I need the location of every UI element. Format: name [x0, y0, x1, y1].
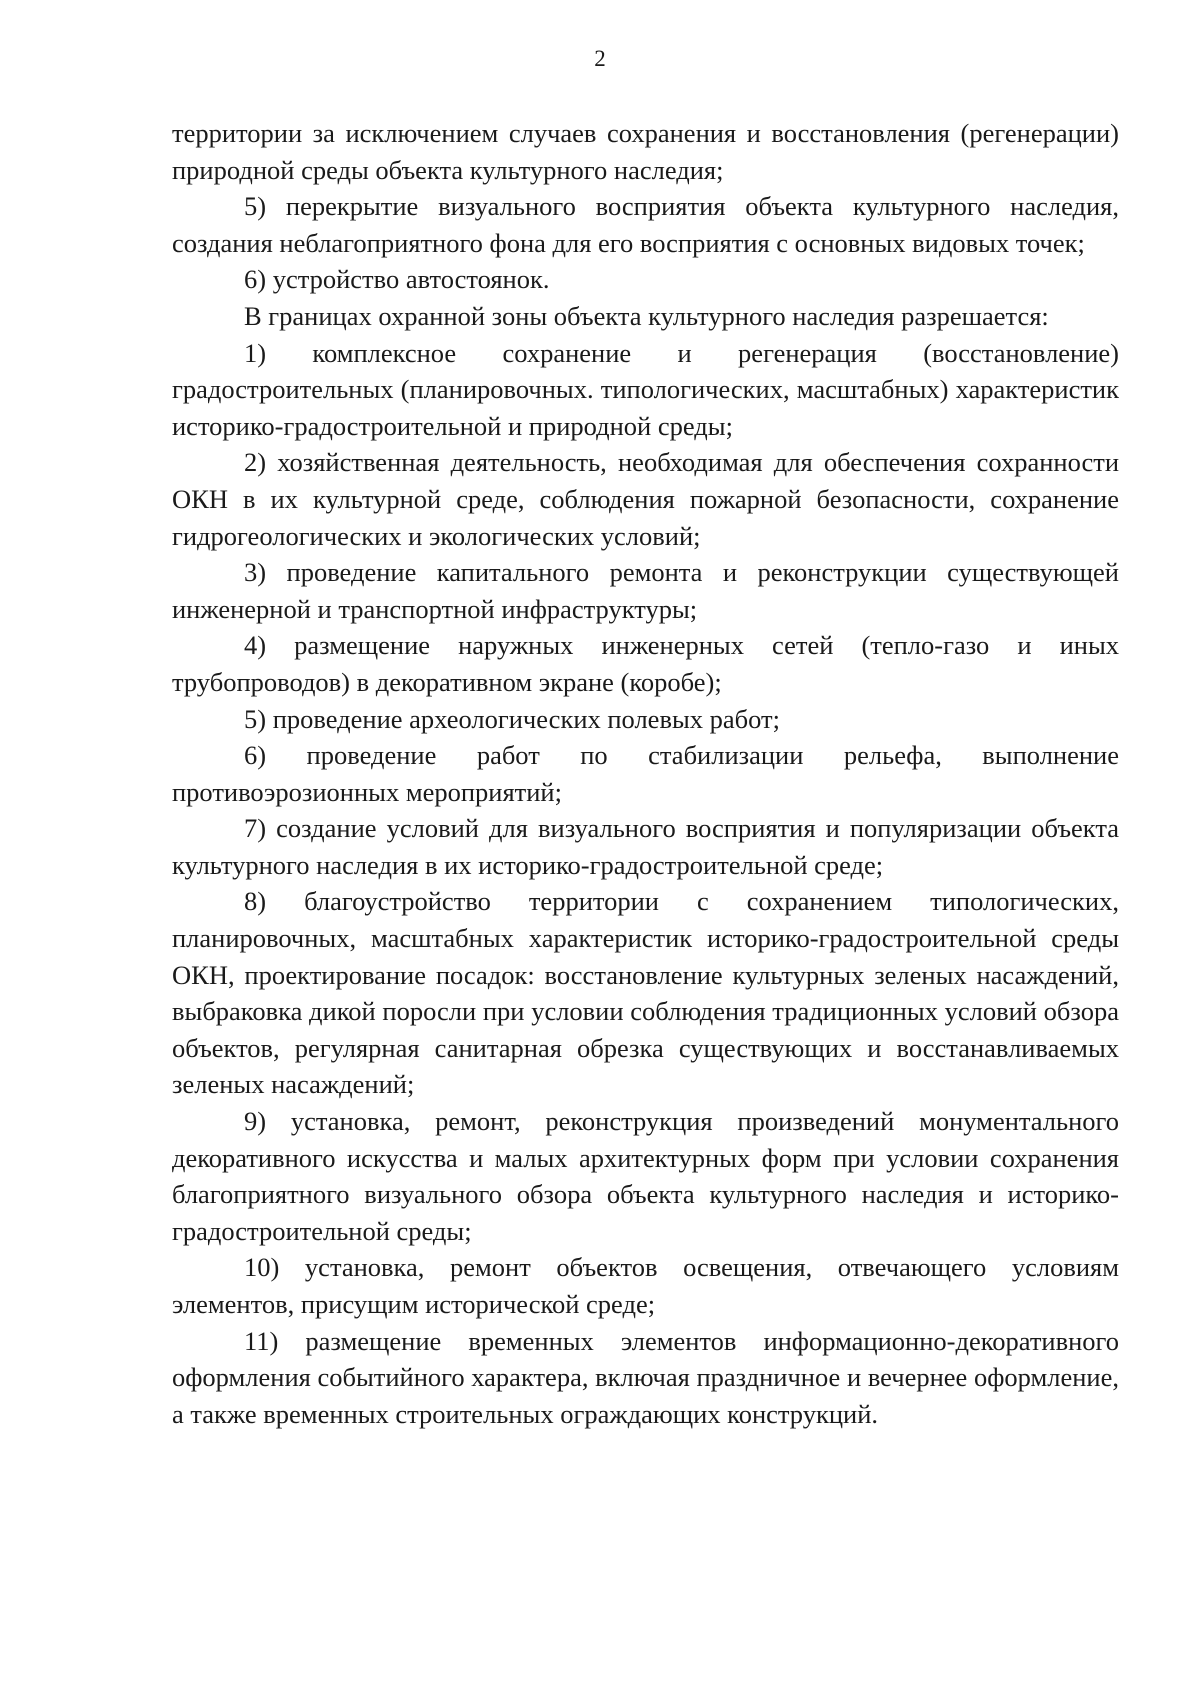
allowed-item-10: 10) установка, ремонт объектов освещения, отвечающего условиям элементов, присущим исторической среде; — [172, 1252, 1119, 1319]
allowed-item-7: 7) создание условий для визуального восприятия и популяризации объекта культурного наследия в их историко-градостроительной среде; — [172, 813, 1119, 880]
prohibition-item-5: 5) перекрытие визуального восприятия объекта культурного наследия, создания неблагоприятного фона для его восприятия с основных видовых точек; — [172, 191, 1119, 258]
paragraph-continuation: территории за исключением случаев сохранения и восстановления (регенерации) природной среды объекта культурного наследия; — [172, 118, 1119, 185]
allowed-item-11: 11) размещение временных элементов информационно-декоративного оформления событийного характера, включая праздничное и вечернее оформление, а также временных строительных ограждающих конструкций. — [172, 1325, 1119, 1429]
allowed-item-1: 1) комплексное сохранение и регенерация (восстановление) градостроительных (планировочных. типологических, масштабных) характеристик историко-градостроительной и природной среды; — [172, 337, 1119, 441]
allowed-item-4: 4) размещение наружных инженерных сетей (тепло-газо и иных трубопроводов) в декоративном экране (коробе); — [172, 630, 1119, 697]
prohibition-item-6: 6) устройство автостоянок. — [244, 264, 550, 295]
allowed-item-9: 9) установка, ремонт, реконструкция произведений монументального декоративного искусства и малых архитектурных форм при условии сохранения благоприятного визуального обзора объекта культурного наследия и историко-градостроительной среды; — [172, 1106, 1119, 1246]
allowed-item-8: 8) благоустройство территории с сохранением типологических, планировочных, масштабных характеристик историко-градостроительной среды ОКН, проектирование посадок: восстановление культурных зеленых насаждений, выбраковка дикой поросли при условии соблюдения традиционных условий обзора объектов, регулярная санитарная обрезка существующих и восстанавливаемых зеленых насаждений; — [172, 886, 1119, 1100]
allowed-item-6: 6) проведение работ по стабилизации рельефа, выполнение противоэрозионных мероприятий; — [172, 740, 1119, 807]
page-number: 2 — [594, 46, 606, 71]
allowed-item-3: 3) проведение капитального ремонта и реконструкции существующей инженерной и транспортной инфраструктуры; — [172, 557, 1119, 624]
allowed-intro: В границах охранной зоны объекта культурного наследия разрешается: — [244, 300, 1049, 331]
document-body — [172, 115, 1119, 1432]
allowed-item-5: 5) проведение археологических полевых работ; — [244, 703, 780, 734]
allowed-item-2: 2) хозяйственная деятельность, необходимая для обеспечения сохранности ОКН в их культурной среде, соблюдения пожарной безопасности, сохранение гидрогеологических и экологических условий; — [172, 447, 1119, 551]
